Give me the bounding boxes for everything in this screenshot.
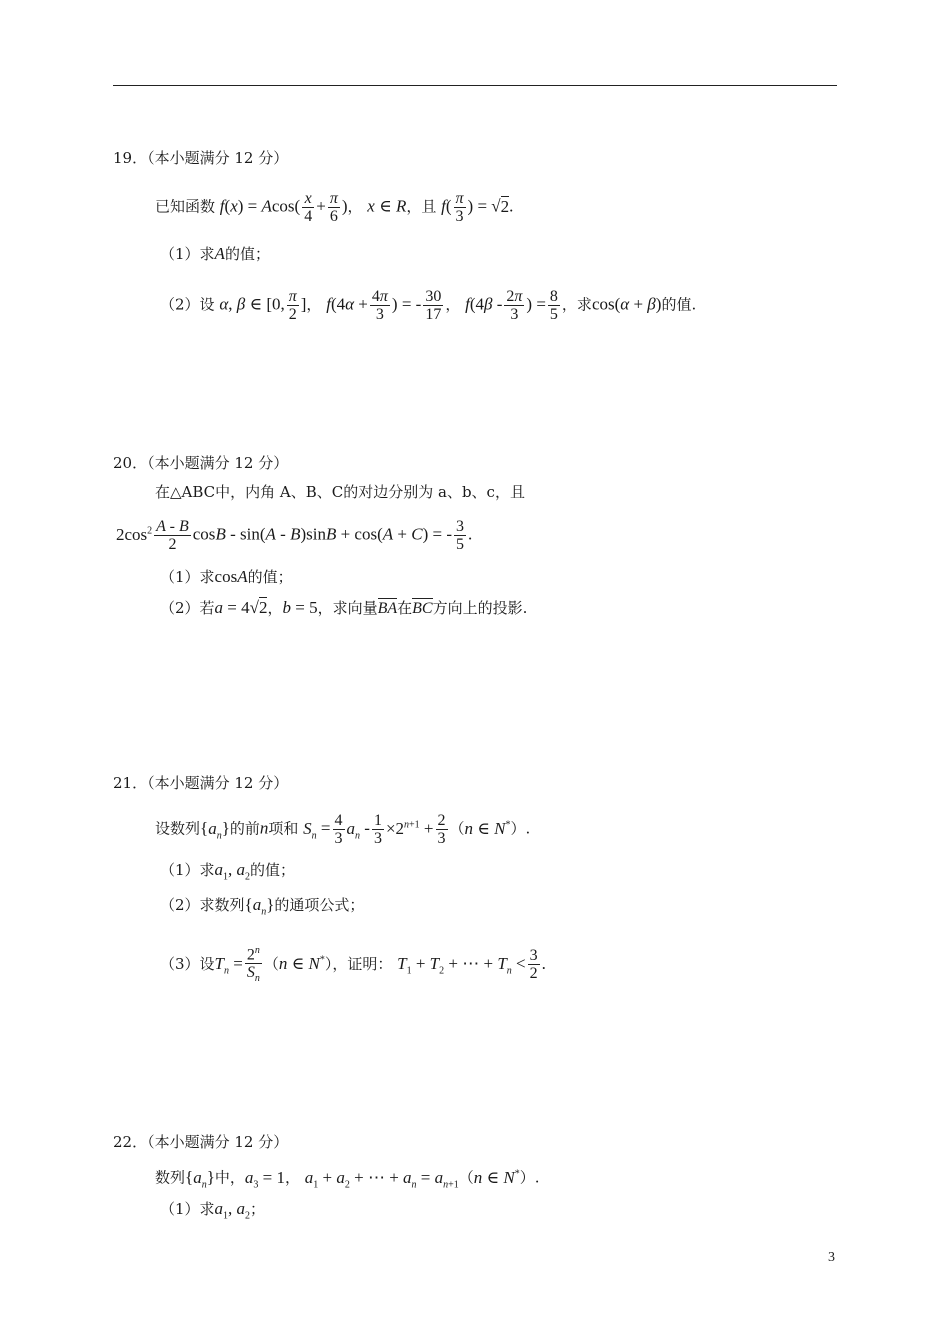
q19-part2: （2）设 α, β ∈ [0, $\frac{\pi}{2}$ ]， f(4α + $\frac{4\pi}{3}$ ) = - $\frac{30}{17}$ ， f(4β - $\frac{2\pi}{3}$ ) = $\frac{8}{5}$ ，求cos(α + β)的值. — [160, 288, 697, 323]
q21-part2: （2）求数列$\{a_n\}$的通项公式； — [160, 895, 365, 918]
q21-part1: （1）求$a_1$, $a_2$的值； — [160, 860, 296, 883]
q21-part3: （3）设$T_n$ = $\frac{2^n}{S_n}$ （n ∈ N*），证明： $T_1 + T_2$ + ⋯ + $T_n$ < $\frac{3}{2}$ . — [160, 942, 546, 988]
q19-heading: 19．（本小题满分 12 分） — [113, 149, 289, 167]
q20-intro: 在△ABC中，内角 A、B、C的对边分别为 a、b、c，且 — [155, 483, 525, 501]
q20-part2: （2）若a = 4√2，b = 5，求向量BA在BC方向上的投影. — [160, 598, 528, 617]
page-number: 3 — [828, 1250, 835, 1265]
q20-equation: $2\cos^2$ $\frac{A - B}{2}$ cosB - sin(A - B)sinB + cos(A + C) = - $\frac{3}{5}$ . — [116, 518, 473, 553]
q22-part1: （1）求$a_1$, $a_2$； — [160, 1199, 266, 1222]
q20-part1: （1）求cosA的值； — [160, 567, 293, 586]
q19-intro: 已知函数 f(x) = Acos( $\frac{x}{4}$ + $\frac{\pi}{6}$ )， x ∈ R，且 f( $\frac{\pi}{3}$ ) = √2. — [155, 190, 514, 225]
q22-intro: 数列$\{a_n\}$中，$a_3 = 1$， $a_1 + a_2$ + ⋯ + $a_n = a_{n+1}(n$ ∈ N*）. — [155, 1167, 540, 1191]
q20-heading: 20．（本小题满分 12 分） — [113, 454, 289, 472]
q21-heading: 21．（本小题满分 12 分） — [113, 774, 289, 792]
q22-heading: 22．（本小题满分 12 分） — [113, 1133, 289, 1151]
header-rule — [113, 85, 837, 86]
q21-intro: 设数列$\{a_n\}$的前n项和 $S_n$ = $\frac{4}{3}$ $a_n$ - $\frac{1}{3}$ $\times 2^{n+1}$ + $\frac{2}{3}$ （n ∈ N*）. — [155, 812, 531, 847]
q19-part1: （1）求A的值； — [160, 244, 270, 263]
